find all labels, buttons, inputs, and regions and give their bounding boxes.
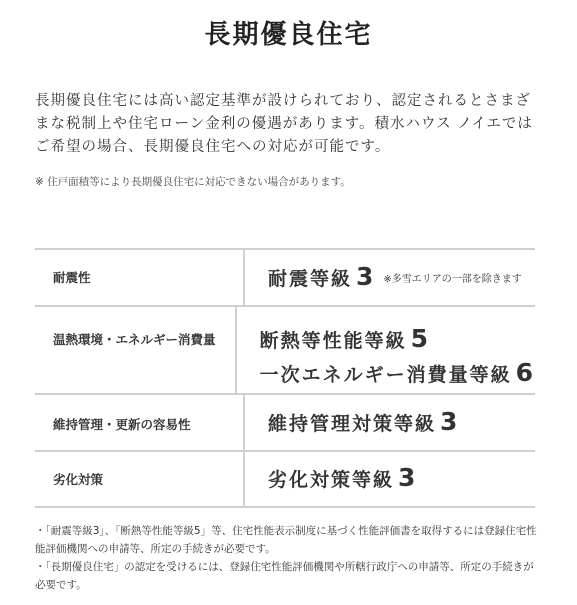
grade-label: 一次エネルギー消費量等級 [259, 364, 512, 386]
value-line [268, 463, 535, 492]
category-cell [35, 395, 245, 450]
grade-number: 3 [440, 407, 460, 436]
grade-label: 劣化対策等級 [268, 469, 395, 491]
intro-body: 長期優良住宅には高い認定基準が設けられており、認定されるとさまざまな税制上や住宅ローン金利の優遇があります。積水ハウス ノイエではご希望の場合、長期優良住宅への対応が可能です。 [35, 93, 533, 155]
page-title: 長期優良住宅 [204, 20, 373, 50]
grade-number: 3 [398, 463, 418, 492]
grade-number: 3 [356, 262, 376, 291]
category-label: 維持管理・更新の容易性 [53, 417, 191, 432]
table-row [35, 248, 535, 305]
footnote: ・「耐震等級3」、「断熱等性能等級5」等、住宅性能表示制度に基づく性能評価書を取得するには登録住宅性能評価機関への申請等、所定の手続きが必要です。 [35, 525, 537, 555]
value-line [268, 407, 535, 436]
value-cell [245, 250, 535, 305]
grade-number: 5 [410, 324, 430, 353]
footnotes [35, 522, 540, 594]
category-label: 温熱環境・エネルギー消費量 [53, 332, 216, 347]
category-label: 劣化対策 [53, 472, 104, 487]
footnote: ・「長期優良住宅」の認定を受けるには、登録住宅性能評価機関や所轄行政庁への申請等、所定の手続きが必要です。 [35, 561, 534, 591]
category-cell [35, 307, 237, 393]
category-label: 耐震性 [53, 270, 91, 285]
category-cell [35, 452, 245, 506]
table-row [35, 393, 535, 450]
intro-note: ※ 住戸面積等により長期優良住宅に対応できない場合があります。 [35, 176, 351, 188]
grade-note: ※多雪エリアの一部を除きます [383, 274, 522, 285]
grade-number: 6 [515, 358, 535, 387]
category-cell [35, 250, 245, 305]
grade-label: 維持管理対策等級 [268, 413, 437, 435]
table-row [35, 450, 535, 508]
spec-table [35, 248, 535, 508]
value-line [260, 323, 535, 357]
value-cell [245, 452, 535, 506]
grade-label: 断熱等性能等級 [259, 330, 407, 352]
table-row [35, 305, 535, 393]
value-cell [245, 395, 535, 450]
grade-label: 耐震等級 [268, 268, 353, 290]
intro-text [35, 90, 540, 159]
value-line [268, 262, 535, 291]
value-cell [237, 307, 535, 393]
value-line [260, 357, 535, 391]
